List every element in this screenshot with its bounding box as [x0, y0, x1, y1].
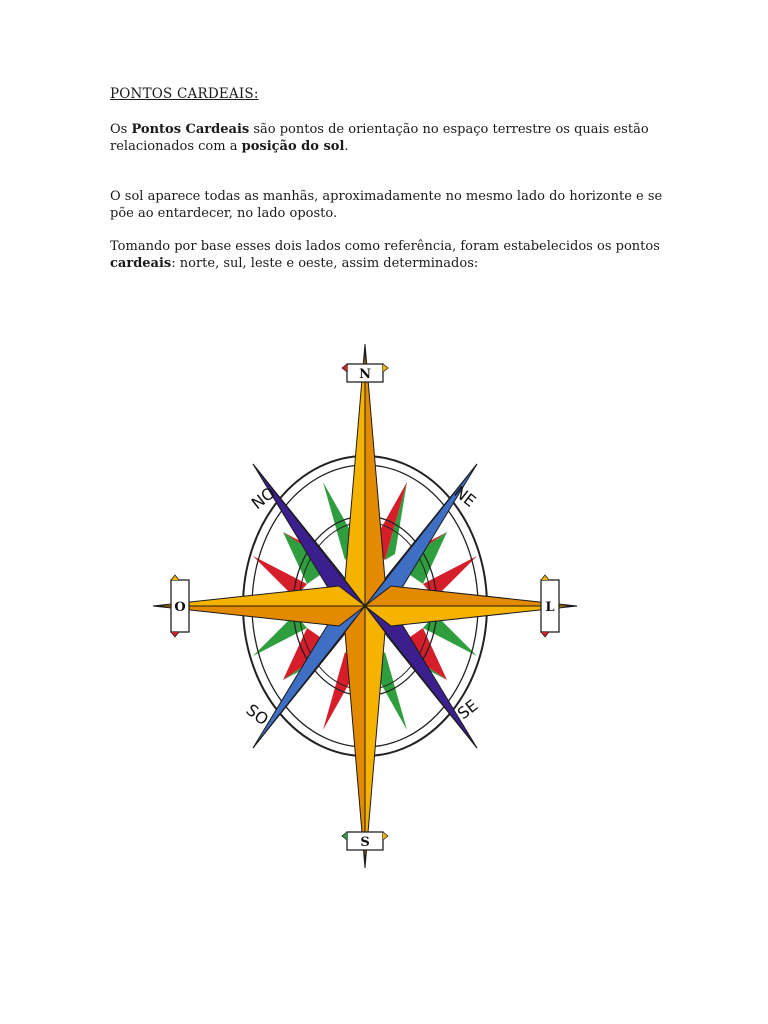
label-west: O: [174, 600, 186, 615]
bold-term: cardeais: [110, 256, 172, 271]
compass-rose-illustration: [140, 330, 590, 890]
label-east: L: [545, 600, 555, 615]
label-southeast: SE: [453, 695, 482, 724]
banner-east: [541, 575, 559, 637]
label-northwest: NO: [247, 483, 279, 514]
banner-west: [171, 575, 189, 637]
text: são pontos de orientação no espaço terrestre os quais estão relacionados com a: [110, 122, 649, 154]
cardinal-points: [153, 344, 577, 868]
label-north: N: [359, 367, 371, 382]
text: Tomando por base esses dois lados como referência, foram estabelecidos os pontos: [110, 239, 660, 254]
label-south: S: [360, 835, 370, 850]
document-heading: PONTOS CARDEAIS:: [110, 86, 259, 102]
bold-term: Pontos Cardeais: [131, 122, 250, 137]
banner-south: [342, 832, 388, 850]
banner-north: [342, 364, 388, 382]
label-southwest: SO: [242, 700, 273, 730]
bold-term: posição do sol: [241, 139, 345, 154]
text: Os: [110, 122, 132, 137]
label-northeast: NE: [450, 482, 480, 511]
text: : norte, sul, leste e oeste, assim determinados:: [171, 256, 479, 271]
paragraph-reference: [110, 238, 670, 272]
paragraph-definition: [110, 121, 670, 155]
text: .: [344, 139, 349, 154]
paragraph-sun: O sol aparece todas as manhãs, aproximadamente no mesmo lado do horizonte e se põe ao entardecer, no lado oposto.: [110, 189, 663, 221]
